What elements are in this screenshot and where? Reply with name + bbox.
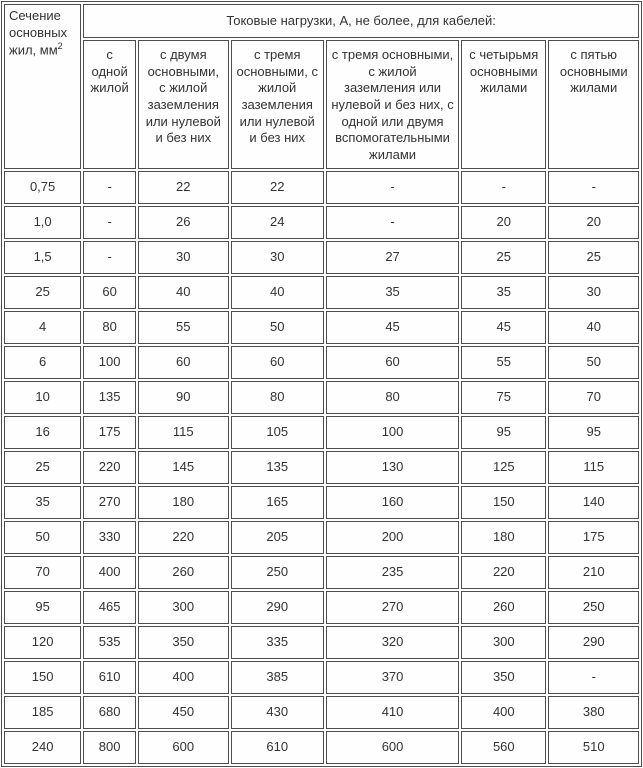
value-cell: 45 bbox=[461, 311, 546, 344]
table-row bbox=[4, 486, 639, 519]
table-row bbox=[4, 241, 639, 274]
value-cell: 30 bbox=[548, 276, 639, 309]
value-cell: 220 bbox=[83, 451, 136, 484]
value-cell: 300 bbox=[138, 591, 228, 624]
value-cell: 40 bbox=[548, 311, 639, 344]
section-cell: 95 bbox=[4, 591, 81, 624]
value-cell: 535 bbox=[83, 626, 136, 659]
value-cell: 200 bbox=[326, 521, 459, 554]
table-row bbox=[4, 416, 639, 449]
value-cell: 260 bbox=[461, 591, 546, 624]
value-cell: 235 bbox=[326, 556, 459, 589]
value-cell: 135 bbox=[83, 381, 136, 414]
value-cell: 800 bbox=[83, 731, 136, 764]
cable-current-load-table bbox=[1, 1, 642, 767]
value-cell: 430 bbox=[231, 696, 324, 729]
value-cell: 320 bbox=[326, 626, 459, 659]
value-cell: 115 bbox=[548, 451, 639, 484]
value-cell: 30 bbox=[231, 241, 324, 274]
value-cell: 150 bbox=[461, 486, 546, 519]
section-cell: 185 bbox=[4, 696, 81, 729]
corner-header-superscript: 2 bbox=[57, 41, 63, 52]
value-cell: 20 bbox=[461, 206, 546, 239]
table-row bbox=[4, 591, 639, 624]
value-cell: 600 bbox=[138, 731, 228, 764]
value-cell: 680 bbox=[83, 696, 136, 729]
column-headers-row bbox=[4, 40, 639, 169]
value-cell: 510 bbox=[548, 731, 639, 764]
column-header-three-main: с тремя основными, с жилой заземления или нулевой и без них bbox=[231, 40, 324, 169]
value-cell: 370 bbox=[326, 661, 459, 694]
value-cell: - bbox=[83, 206, 136, 239]
section-cell: 70 bbox=[4, 556, 81, 589]
value-cell: 60 bbox=[138, 346, 228, 379]
value-cell: 60 bbox=[326, 346, 459, 379]
value-cell: 205 bbox=[231, 521, 324, 554]
value-cell: 400 bbox=[83, 556, 136, 589]
value-cell: 20 bbox=[548, 206, 639, 239]
value-cell: 75 bbox=[461, 381, 546, 414]
value-cell: 160 bbox=[326, 486, 459, 519]
value-cell: 105 bbox=[231, 416, 324, 449]
top-header-cell: Токовые нагрузки, А, не более, для кабелей: bbox=[83, 4, 639, 38]
value-cell: 22 bbox=[231, 171, 324, 204]
value-cell: 70 bbox=[548, 381, 639, 414]
value-cell: 50 bbox=[548, 346, 639, 379]
value-cell: 50 bbox=[231, 311, 324, 344]
value-cell: 165 bbox=[231, 486, 324, 519]
value-cell: 25 bbox=[461, 241, 546, 274]
section-cell: 4 bbox=[4, 311, 81, 344]
table-row bbox=[4, 171, 639, 204]
table-row bbox=[4, 346, 639, 379]
column-header-four-main: с четырьмя основными жилами bbox=[461, 40, 546, 169]
value-cell: 180 bbox=[138, 486, 228, 519]
column-header-two-main: с двумя основными, с жилой заземления или нулевой и без них bbox=[138, 40, 228, 169]
value-cell: - bbox=[548, 171, 639, 204]
value-cell: 145 bbox=[138, 451, 228, 484]
value-cell: 35 bbox=[461, 276, 546, 309]
column-header-five-main: с пятью основными жилами bbox=[548, 40, 639, 169]
value-cell: 80 bbox=[231, 381, 324, 414]
column-header-three-main-aux: с тремя основными, с жилой заземления или нулевой и без них, с одной или двумя вспомогательными жилами bbox=[326, 40, 459, 169]
section-cell: 25 bbox=[4, 276, 81, 309]
table-row bbox=[4, 696, 639, 729]
value-cell: 55 bbox=[138, 311, 228, 344]
value-cell: 27 bbox=[326, 241, 459, 274]
top-header-row bbox=[4, 4, 639, 38]
section-cell: 1,5 bbox=[4, 241, 81, 274]
value-cell: 55 bbox=[461, 346, 546, 379]
value-cell: 350 bbox=[461, 661, 546, 694]
table-row bbox=[4, 731, 639, 764]
value-cell: 220 bbox=[138, 521, 228, 554]
value-cell: 335 bbox=[231, 626, 324, 659]
value-cell: 140 bbox=[548, 486, 639, 519]
value-cell: 40 bbox=[138, 276, 228, 309]
value-cell: 135 bbox=[231, 451, 324, 484]
corner-header-text: Сечение основных жил, мм bbox=[9, 8, 68, 58]
value-cell: 610 bbox=[231, 731, 324, 764]
value-cell: 380 bbox=[548, 696, 639, 729]
table-body bbox=[4, 171, 639, 764]
value-cell: 330 bbox=[83, 521, 136, 554]
value-cell: 100 bbox=[83, 346, 136, 379]
section-cell: 0,75 bbox=[4, 171, 81, 204]
table-row bbox=[4, 381, 639, 414]
value-cell: 250 bbox=[548, 591, 639, 624]
value-cell: 80 bbox=[326, 381, 459, 414]
value-cell: 180 bbox=[461, 521, 546, 554]
value-cell: 220 bbox=[461, 556, 546, 589]
table-row bbox=[4, 521, 639, 554]
section-cell: 240 bbox=[4, 731, 81, 764]
value-cell: 300 bbox=[461, 626, 546, 659]
value-cell: 125 bbox=[461, 451, 546, 484]
value-cell: 385 bbox=[231, 661, 324, 694]
value-cell: 270 bbox=[326, 591, 459, 624]
value-cell: - bbox=[461, 171, 546, 204]
table-row bbox=[4, 626, 639, 659]
value-cell: 290 bbox=[231, 591, 324, 624]
value-cell: - bbox=[326, 206, 459, 239]
section-cell: 50 bbox=[4, 521, 81, 554]
value-cell: 610 bbox=[83, 661, 136, 694]
value-cell: 30 bbox=[138, 241, 228, 274]
value-cell: 290 bbox=[548, 626, 639, 659]
value-cell: 260 bbox=[138, 556, 228, 589]
value-cell: 130 bbox=[326, 451, 459, 484]
value-cell: 465 bbox=[83, 591, 136, 624]
table-row bbox=[4, 556, 639, 589]
value-cell: 175 bbox=[83, 416, 136, 449]
value-cell: 100 bbox=[326, 416, 459, 449]
value-cell: 26 bbox=[138, 206, 228, 239]
value-cell: 450 bbox=[138, 696, 228, 729]
value-cell: - bbox=[83, 241, 136, 274]
value-cell: 350 bbox=[138, 626, 228, 659]
section-cell: 25 bbox=[4, 451, 81, 484]
value-cell: 175 bbox=[548, 521, 639, 554]
section-cell: 150 bbox=[4, 661, 81, 694]
value-cell: 560 bbox=[461, 731, 546, 764]
value-cell: 22 bbox=[138, 171, 228, 204]
table-row bbox=[4, 276, 639, 309]
value-cell: 35 bbox=[326, 276, 459, 309]
value-cell: 60 bbox=[83, 276, 136, 309]
value-cell: - bbox=[548, 661, 639, 694]
value-cell: 80 bbox=[83, 311, 136, 344]
table-row bbox=[4, 661, 639, 694]
section-cell: 6 bbox=[4, 346, 81, 379]
table-row bbox=[4, 451, 639, 484]
section-cell: 120 bbox=[4, 626, 81, 659]
value-cell: 95 bbox=[548, 416, 639, 449]
table-row bbox=[4, 311, 639, 344]
section-cell: 10 bbox=[4, 381, 81, 414]
value-cell: 270 bbox=[83, 486, 136, 519]
value-cell: 600 bbox=[326, 731, 459, 764]
value-cell: - bbox=[83, 171, 136, 204]
value-cell: 24 bbox=[231, 206, 324, 239]
value-cell: 400 bbox=[461, 696, 546, 729]
section-cell: 1,0 bbox=[4, 206, 81, 239]
value-cell: 60 bbox=[231, 346, 324, 379]
corner-header-cell bbox=[4, 4, 81, 169]
value-cell: 25 bbox=[548, 241, 639, 274]
table-row bbox=[4, 206, 639, 239]
value-cell: 210 bbox=[548, 556, 639, 589]
value-cell: - bbox=[326, 171, 459, 204]
value-cell: 410 bbox=[326, 696, 459, 729]
section-cell: 35 bbox=[4, 486, 81, 519]
value-cell: 115 bbox=[138, 416, 228, 449]
value-cell: 90 bbox=[138, 381, 228, 414]
section-cell: 16 bbox=[4, 416, 81, 449]
value-cell: 250 bbox=[231, 556, 324, 589]
value-cell: 45 bbox=[326, 311, 459, 344]
value-cell: 95 bbox=[461, 416, 546, 449]
column-header-one-core: с одной жилой bbox=[83, 40, 136, 169]
value-cell: 40 bbox=[231, 276, 324, 309]
value-cell: 400 bbox=[138, 661, 228, 694]
